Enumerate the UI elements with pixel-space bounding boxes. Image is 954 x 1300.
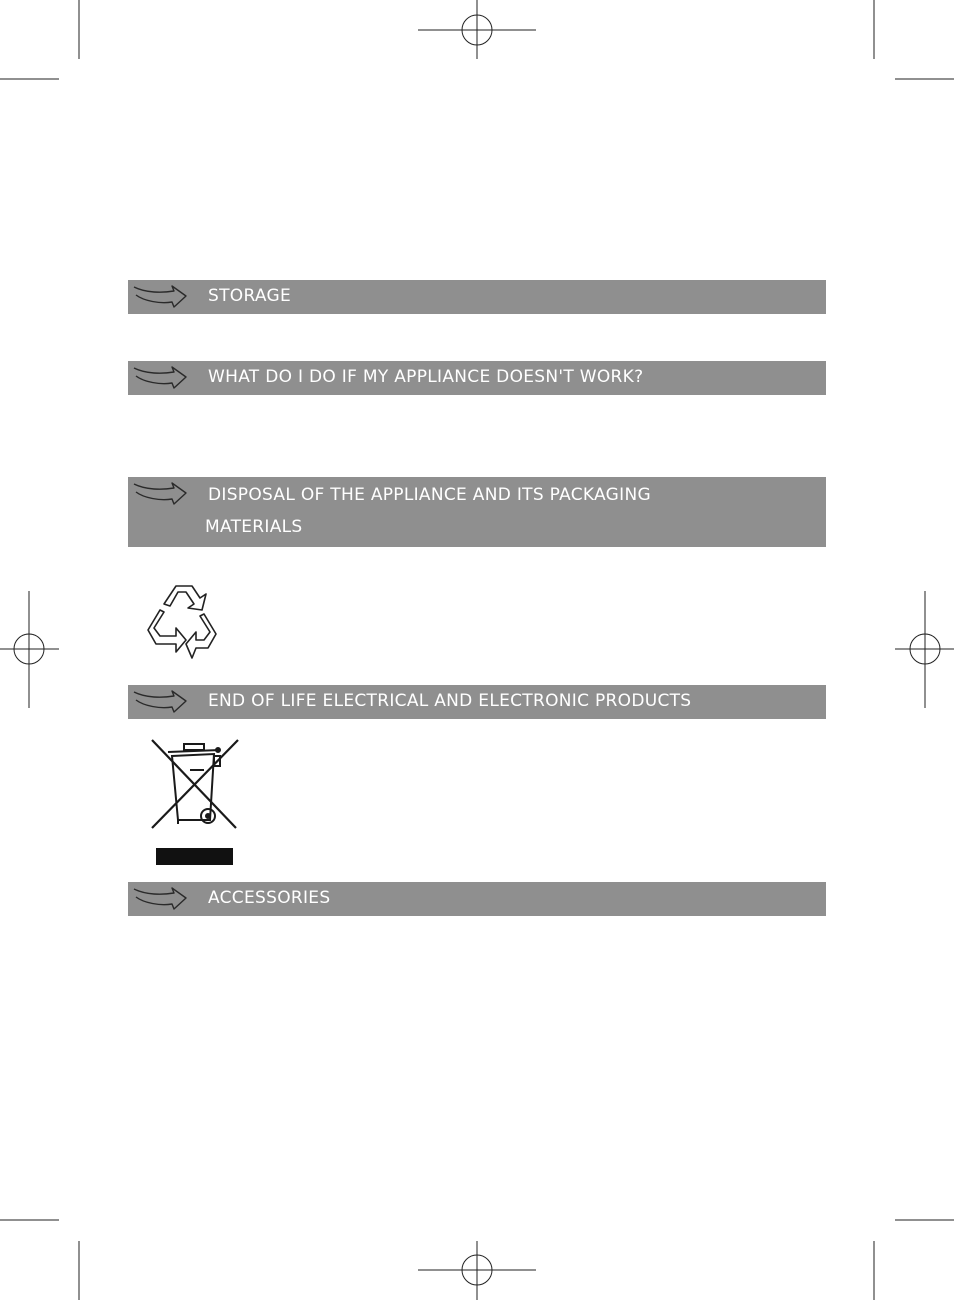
curved-arrow-icon xyxy=(132,885,188,913)
curved-arrow-icon xyxy=(132,688,188,716)
weee-bar xyxy=(156,848,233,865)
section-title: WHAT DO I DO IF MY APPLIANCE DOESN'T WORK? xyxy=(208,367,644,387)
curved-arrow-icon xyxy=(132,480,188,508)
section-header-end-of-life xyxy=(128,685,826,719)
registration-mark-icon xyxy=(0,591,59,708)
section-header-accessories xyxy=(128,882,826,916)
curved-arrow-icon xyxy=(132,364,188,392)
section-header-troubleshooting xyxy=(128,361,826,395)
section-header-disposal xyxy=(128,477,826,547)
registration-mark-icon xyxy=(418,1241,536,1300)
curved-arrow-icon xyxy=(132,283,188,311)
recycle-icon xyxy=(140,580,224,660)
registration-mark-icon xyxy=(418,0,536,59)
crossed-out-wheelie-bin-icon xyxy=(146,736,244,868)
section-title-line1: DISPOSAL OF THE APPLIANCE AND ITS PACKAGING xyxy=(208,485,651,505)
section-title: STORAGE xyxy=(208,286,292,306)
section-title: END OF LIFE ELECTRICAL AND ELECTRONIC PRODUCTS xyxy=(208,691,692,711)
registration-mark-icon xyxy=(895,591,954,708)
section-title-line2: MATERIALS xyxy=(205,517,303,537)
section-title: ACCESSORIES xyxy=(208,888,331,908)
section-header-storage xyxy=(128,280,826,314)
